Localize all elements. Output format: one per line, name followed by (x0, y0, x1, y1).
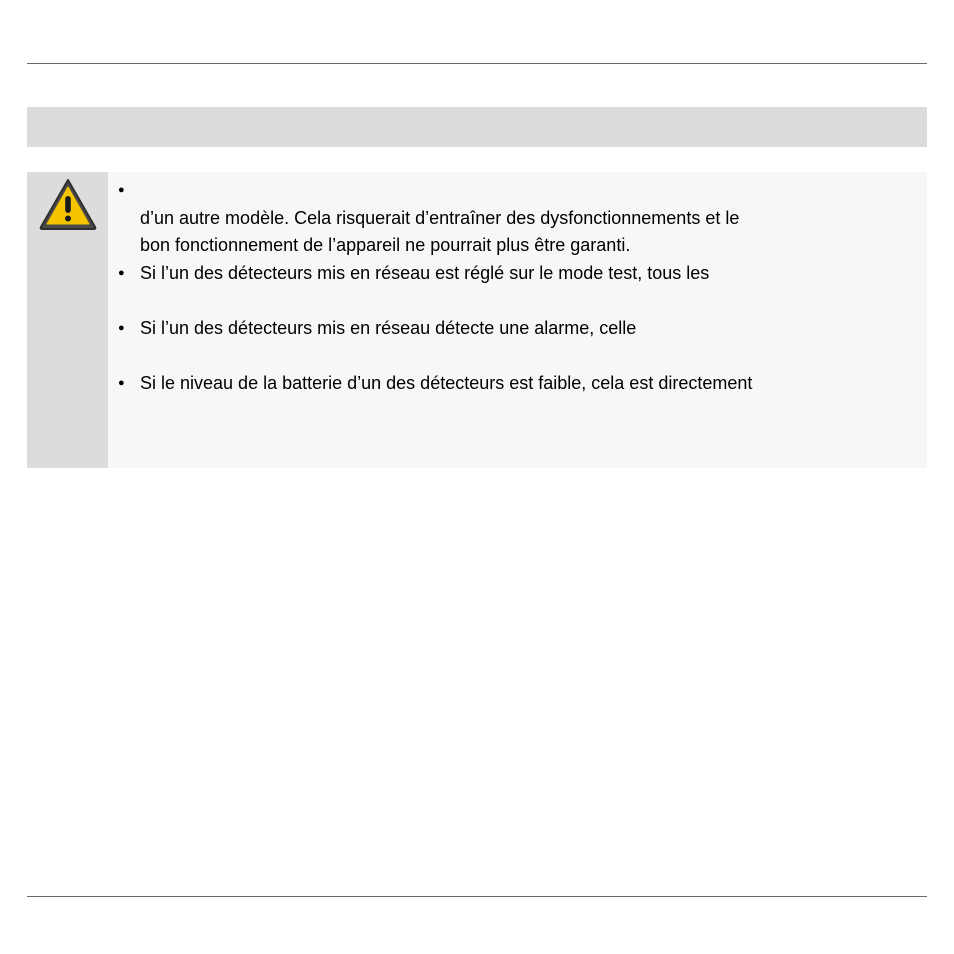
footer-rule (27, 896, 927, 897)
bullet: ● (118, 184, 125, 196)
list-item (116, 315, 916, 370)
list-item-line (140, 287, 916, 315)
list-item-line: d’un autre modèle. Cela risquerait d’entraîner des dysfonctionnements et le (140, 207, 740, 228)
list-item-line (140, 177, 916, 205)
section-heading-bar (27, 107, 927, 147)
warning-box (27, 172, 927, 468)
list-item-line: bon fonctionnement de l’appareil ne pourrait plus être garanti. (140, 235, 631, 255)
warning-list (116, 177, 916, 425)
list-item-line: Si l’un des détecteurs mis en réseau détecte une alarme, celle (140, 317, 637, 338)
bullet: ● (118, 266, 125, 279)
header-rule (27, 63, 927, 64)
warning-sidebar (27, 172, 108, 468)
bullet: ● (118, 321, 125, 334)
list-item-line: Si le niveau de la batterie d’un des détecteurs est faible, cela est directement (140, 372, 753, 393)
list-item-line (140, 342, 916, 370)
warning-triangle-icon (38, 177, 98, 231)
list-item (116, 370, 916, 425)
list-item-line (140, 397, 916, 425)
list-item-line: Si l’un des détecteurs mis en réseau est réglé sur le mode test, tous les (140, 262, 710, 283)
bullet: ● (118, 376, 125, 389)
list-item (116, 177, 916, 260)
list-item (116, 260, 916, 315)
